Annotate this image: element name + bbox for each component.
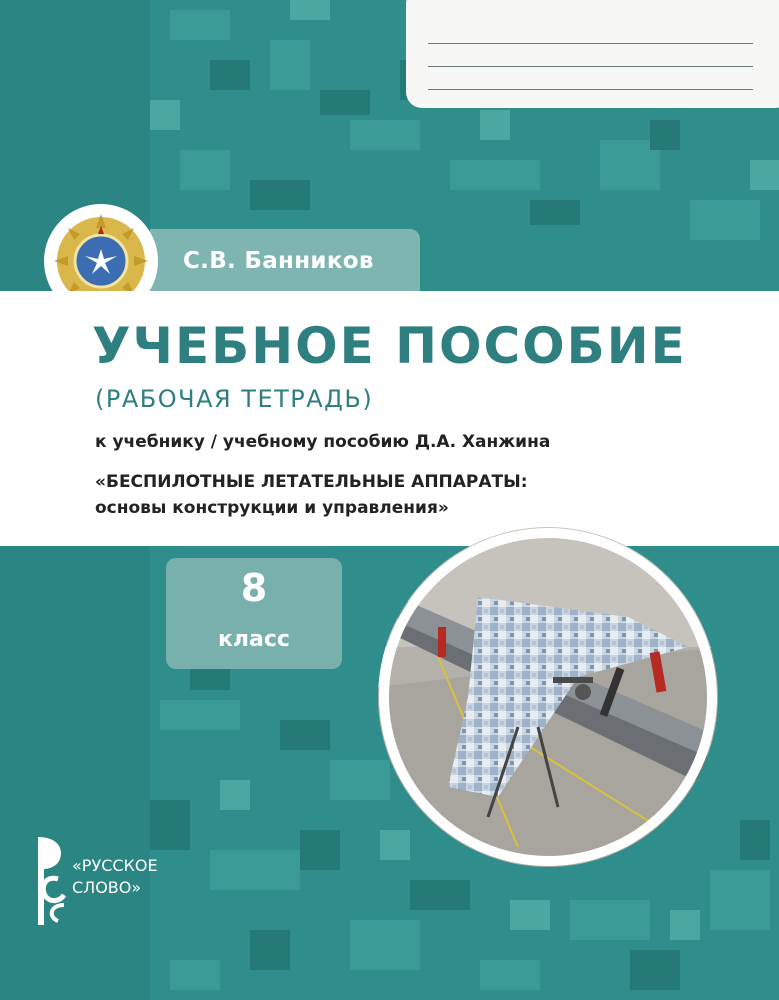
publisher-name <box>72 855 158 899</box>
publisher-name-line: СЛОВО» <box>72 878 142 897</box>
label-line <box>428 43 753 44</box>
course-title-line: основы конструкции и управления» <box>95 498 449 518</box>
author-name: С.В. Банников <box>183 248 374 274</box>
book-title: УЧЕБНОЕ ПОСОБИЕ <box>92 317 687 375</box>
grade-number: 8 <box>240 566 268 610</box>
label-line <box>428 66 753 67</box>
publisher-name-line: «РУССКОЕ <box>72 856 158 875</box>
grade-label: класс <box>218 627 290 652</box>
notebook-label-card <box>406 0 779 108</box>
course-title <box>95 469 528 521</box>
label-line <box>428 89 753 90</box>
book-subtitle: (РАБОЧАЯ ТЕТРАДЬ) <box>95 385 374 413</box>
course-title-line: «БЕСПИЛОТНЫЕ ЛЕТАТЕЛЬНЫЕ АППАРАТЫ: <box>95 472 528 492</box>
drone-photo <box>378 527 718 867</box>
textbook-reference: к учебнику / учебному пособию Д.А. Ханжина <box>95 432 551 452</box>
